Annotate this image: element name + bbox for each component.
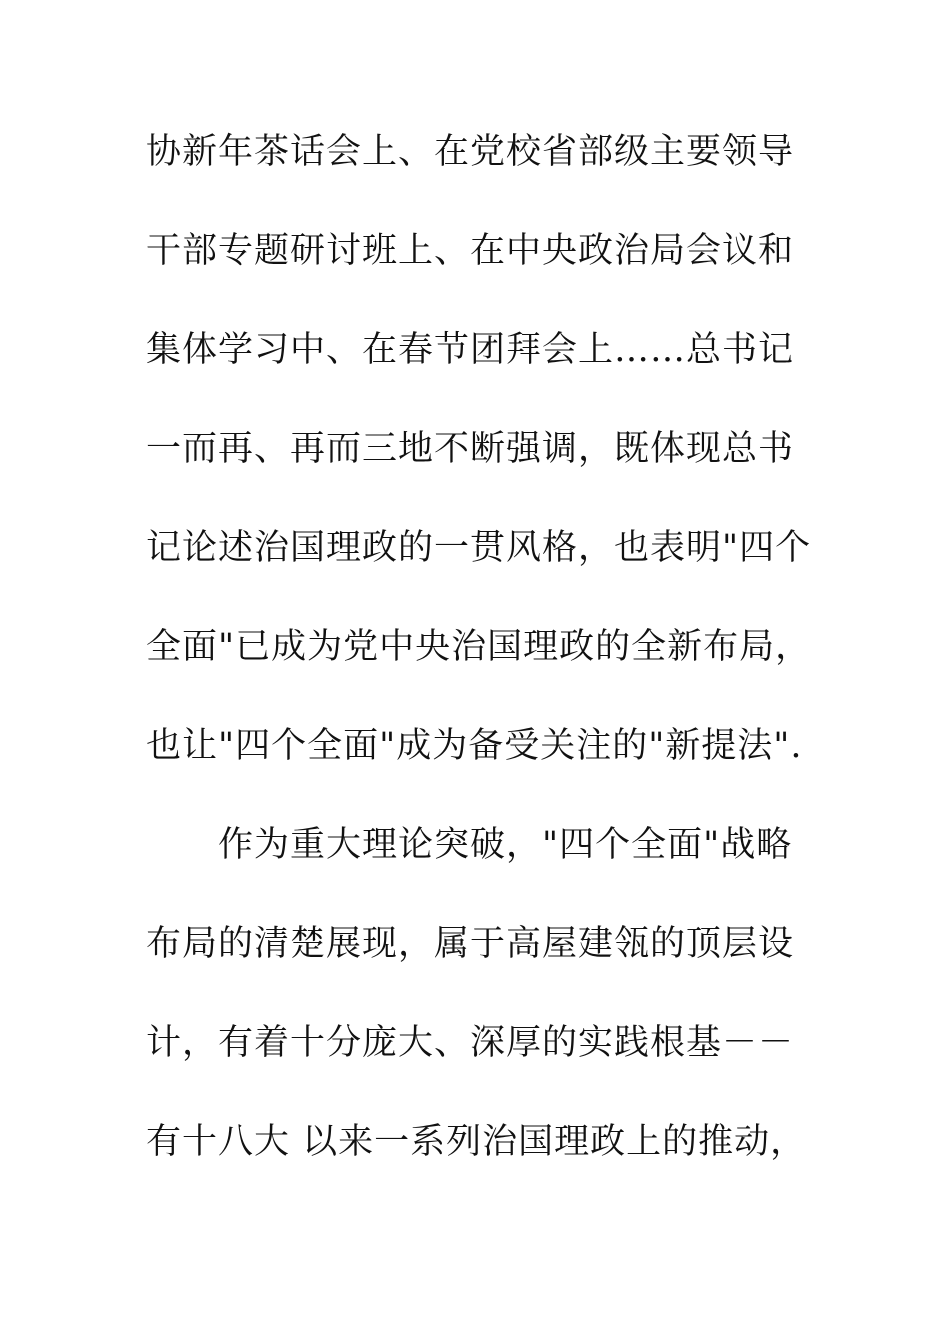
text-line: 也让"四个全面"成为备受关注的"新提法". xyxy=(146,726,803,766)
text-line: 一而再、再而三地不断强调，既体现总书 xyxy=(146,429,795,469)
text-line: 全面"已成为党中央治国理政的全新布局， xyxy=(146,627,812,667)
body-text xyxy=(146,122,826,1211)
paragraph-start-line: 作为重大理论突破，"四个全面"战略 xyxy=(146,825,793,865)
text-line: 布局的清楚展现，属于高屋建瓴的顶层设 xyxy=(146,924,795,964)
text-line: 干部专题研讨班上、在中央政治局会议和 xyxy=(146,231,795,271)
text-line: 记论述治国理政的一贯风格，也表明"四个 xyxy=(146,528,812,568)
text-line: 集体学习中、在春节团拜会上……总书记 xyxy=(146,330,795,370)
text-line: 计，有着十分庞大、深厚的实践根基－－ xyxy=(146,1023,795,1063)
text-line: 有十八大 以来一系列治国理政上的推动， xyxy=(146,1122,807,1162)
text-line: 协新年茶话会上、在党校省部级主要领导 xyxy=(146,132,795,172)
